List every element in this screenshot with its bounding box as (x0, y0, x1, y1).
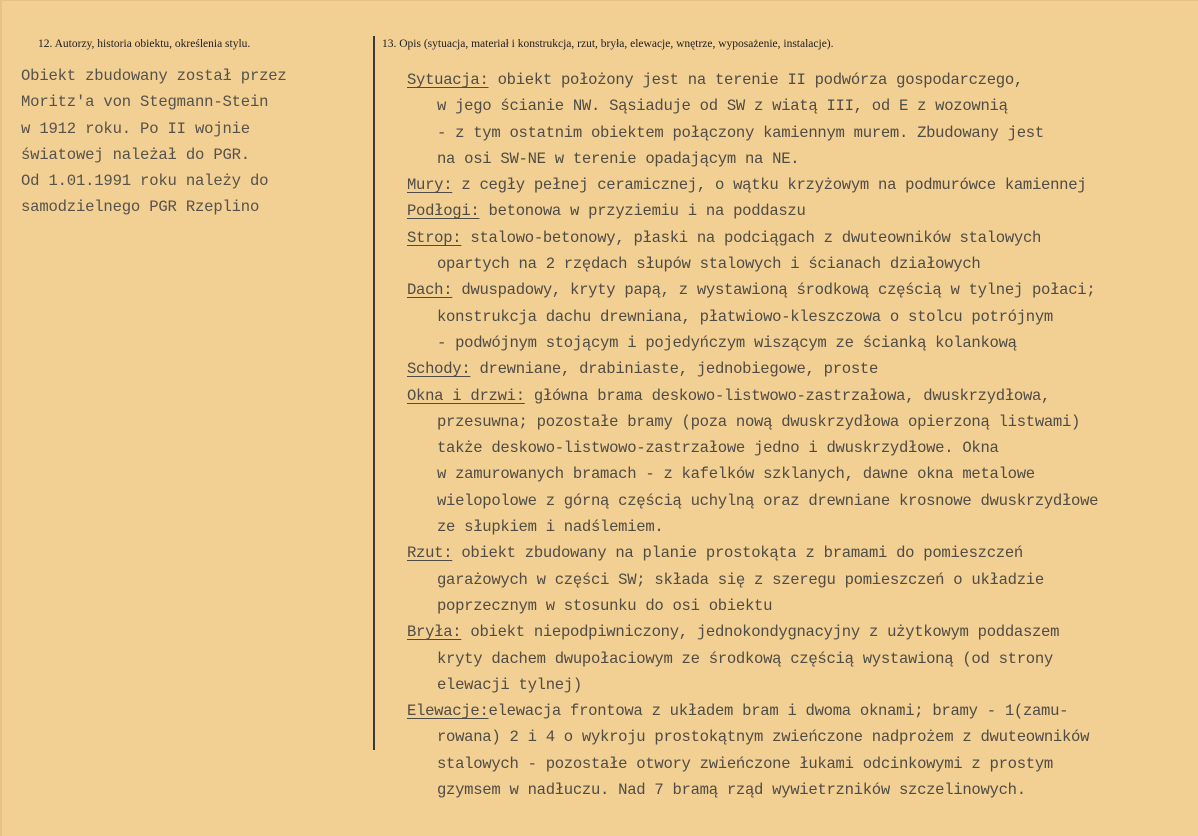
description-line: gzymsem w nadłuczu. Nad 7 bramą rząd wywietrzników szczelinowych. (437, 781, 1026, 800)
history-line: Od 1.01.1991 roku należy do (21, 172, 269, 191)
description-line: - z tym ostatnim obiektem połączony kamiennym murem. Zbudowany jest (437, 123, 1044, 142)
description-line (407, 356, 1187, 382)
history-line: samodzielnego PGR Rzeplino (21, 198, 260, 217)
section-term: Sytuacja: (407, 71, 489, 89)
section-term: Mury: (407, 176, 453, 195)
section-term: Bryła: (407, 623, 462, 642)
description-line (407, 198, 1187, 224)
section-text: z cegły pełnej ceramicznej, o wątku krzyżowym na podmurówce kamiennej (452, 176, 1087, 195)
description-line (407, 619, 1187, 645)
description-line (407, 540, 1187, 566)
description-line: przesuwna; pozostałe bramy (poza nową dwuskrzydłowa opierzoną listwami) (437, 412, 1081, 431)
history-line: Moritz'a von Stegmann-Stein (21, 93, 269, 112)
section-term: Schody: (407, 360, 471, 379)
section-text: dwuspadowy, kryty papą, z wystawioną środkową częścią w tylnej połaci; (452, 281, 1096, 300)
history-line: światowej należał do PGR. (21, 145, 250, 164)
description-line: konstrukcja dachu drewniana, płatwiowo-kleszczowa o stolcu potrójnym (437, 307, 1053, 326)
section-text: stalowo-betonowy, płaski na podciągach z dwuteowników stalowych (461, 228, 1042, 247)
description-line: rowana) 2 i 4 o wykroju prostokątnym zwieńczone nadprożem z dwuteowników (437, 728, 1090, 747)
description-line: poprzecznym w stosunku do osi obiektu (437, 596, 773, 615)
section-text: obiekt położony jest na terenie II podwórza gospodarczego, (488, 71, 1023, 89)
section-term: Strop: (407, 228, 462, 247)
description-line: ze słupkiem i nadślemiem. (437, 518, 664, 537)
section-term: Elewacje: (407, 702, 489, 721)
section-text: drewniane, drabiniaste, jednobiegowe, proste (470, 360, 879, 379)
column-divider (373, 36, 375, 750)
description-line: opartych na 2 rzędach słupów stalowych i ścianach działowych (437, 255, 981, 274)
description-line: kryty dachem dwupołaciowym ze środkową częścią wystawioną (od strony (437, 649, 1053, 668)
description-line (407, 383, 1187, 409)
description-line: na osi SW-NE w terenie opadającym na NE. (437, 149, 800, 168)
description-line: elewacji tylnej) (437, 675, 582, 694)
description-text (407, 67, 1187, 803)
description-line: stalowych - pozostałe otwory zwieńczone łukami odcinkowymi z prostym (437, 754, 1053, 773)
description-line: wielopolowe z górną częścią uchylną oraz drewniane krosnowe dwuskrzydłowe (437, 491, 1099, 510)
field-13-header: 13. Opis (sytuacja, materiał i konstrukcja, rzut, bryła, elewacje, wnętrze, wyposażenie, instalacje). (382, 38, 834, 50)
description-line: także deskowo-listwowo-zastrzałowe jedno i dwuskrzydłowe. Okna (437, 439, 999, 458)
history-text (21, 63, 361, 221)
description-line (407, 67, 1187, 93)
description-line: w zamurowanych bramach - z kafelków szklanych, dawne okna metalowe (437, 465, 1035, 484)
description-line (407, 172, 1187, 198)
section-term: Rzut: (407, 544, 453, 563)
description-line (407, 225, 1187, 251)
section-term: Podłogi: (407, 202, 480, 221)
description-line: w jego ścianie NW. Sąsiaduje od SW z wiatą III, od E z wozownią (437, 97, 1008, 116)
description-line: - podwójnym stojącym i pojedyńczym wiszącym ze ścianką kolankową (437, 333, 1017, 352)
history-line: w 1912 roku. Po II wojnie (21, 119, 250, 138)
section-term: Okna i drzwi: (407, 386, 525, 405)
description-line (407, 698, 1187, 724)
section-text: główna brama deskowo-listwowo-zastrzałowa, dwuskrzydłowa, (524, 386, 1051, 405)
section-term: Dach: (407, 281, 453, 300)
description-line (407, 277, 1187, 303)
section-text: obiekt niepodpiwniczony, jednokondygnacyjny z użytkowym poddaszem (461, 623, 1060, 642)
description-line: garażowych w części SW; składa się z szeregu pomieszczeń o układzie (437, 570, 1044, 589)
section-text: obiekt zbudowany na planie prostokąta z bramami do pomieszczeń (452, 544, 1023, 563)
section-text: elewacja frontowa z układem bram i dwoma oknami; bramy - 1(zamu- (488, 702, 1069, 721)
history-line: Obiekt zbudowany został przez (21, 67, 287, 85)
field-12-header: 12. Autorzy, historia obiektu, określenia stylu. (38, 38, 251, 50)
section-text: betonowa w przyziemiu i na poddaszu (479, 202, 806, 221)
